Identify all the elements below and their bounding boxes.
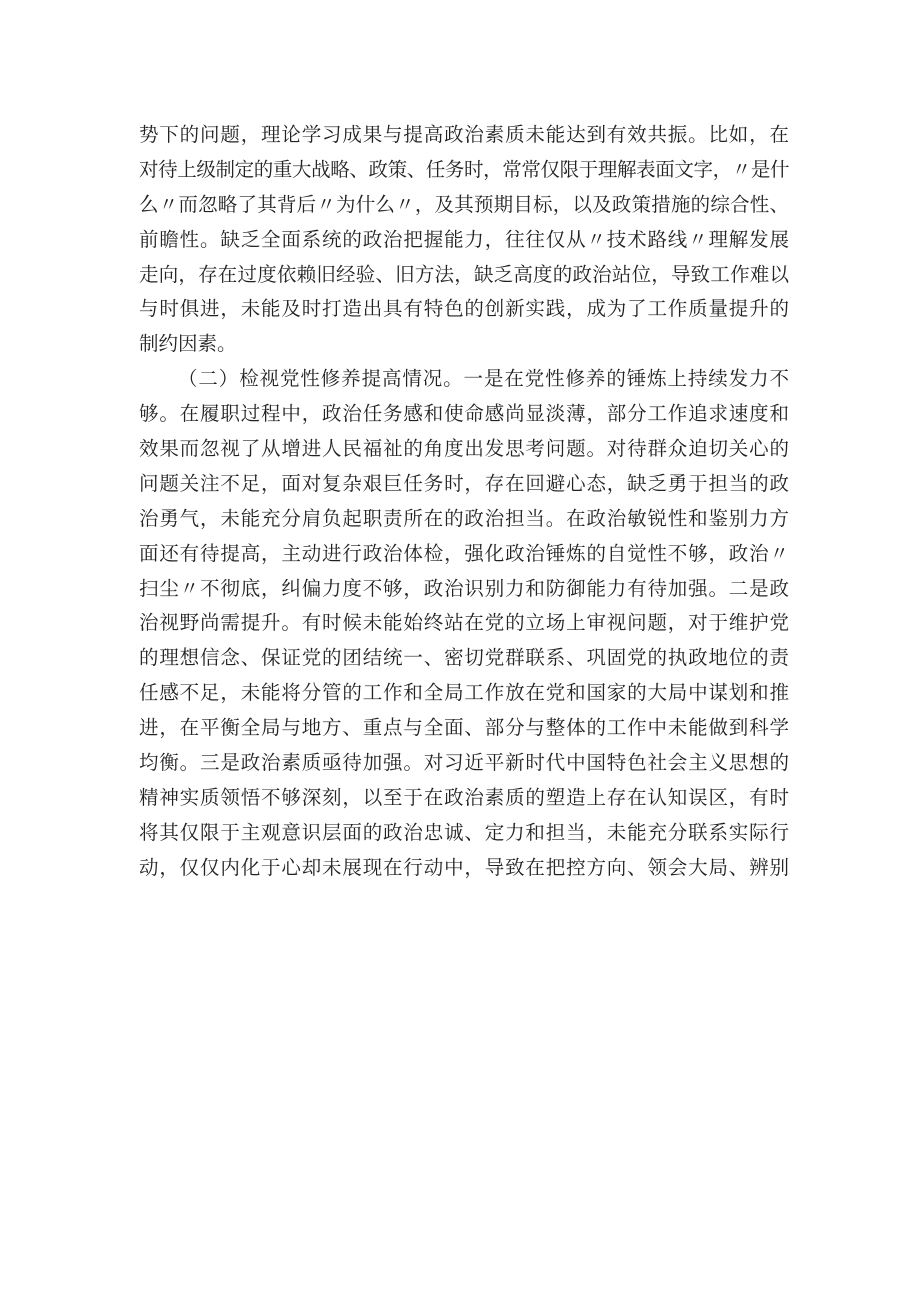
paragraph-2-line: 扫尘〃不彻底，纠偏力度不够，政治识别力和防御能力有待加强。二是政 bbox=[139, 576, 789, 600]
paragraph-1 bbox=[139, 118, 789, 362]
paragraph-2-line: 治视野尚需提升。有时候未能始终站在党的立场上审视问题，对于维护党 bbox=[139, 611, 789, 635]
paragraph-1-line: 对待上级制定的重大战略、政策、任务时，常常仅限于理解表面文字，〃是什 bbox=[139, 157, 789, 181]
paragraph-2 bbox=[139, 362, 789, 885]
paragraph-2-line: 任感不足，未能将分管的工作和全局工作放在党和国家的大局中谋划和推 bbox=[139, 681, 789, 705]
paragraph-1-line: 走向，存在过度依赖旧经验、旧方法，缺乏高度的政治站位，导致工作难以 bbox=[139, 262, 789, 286]
paragraph-2-line: 进，在平衡全局与地方、重点与全面、部分与整体的工作中未能做到科学 bbox=[139, 716, 789, 740]
paragraph-2-line: 问题关注不足，面对复杂艰巨任务时，存在回避心态，缺乏勇于担当的政 bbox=[139, 471, 789, 495]
paragraph-2-line: 动，仅仅内化于心却未展现在行动中，导致在把控方向、领会大局、辨别 bbox=[139, 855, 789, 879]
document-body bbox=[139, 118, 789, 886]
paragraph-2-line: 的理想信念、保证党的团结统一、密切党群联系、巩固党的执政地位的责 bbox=[139, 646, 789, 670]
paragraph-1-line: 么〃而忽略了其背后〃为什么〃，及其预期目标，以及政策措施的综合性、 bbox=[139, 192, 789, 216]
paragraph-1-line: 与时俱进，未能及时打造出具有特色的创新实践，成为了工作质量提升的 bbox=[139, 297, 789, 321]
paragraph-2-line: 面还有待提高，主动进行政治体检，强化政治锤炼的自觉性不够，政治〃 bbox=[139, 541, 789, 565]
paragraph-1-line: 势下的问题，理论学习成果与提高政治素质未能达到有效共振。比如，在 bbox=[139, 123, 789, 146]
paragraph-1-line: 制约因素。 bbox=[139, 332, 237, 356]
paragraph-2-line: 均衡。三是政治素质亟待加强。对习近平新时代中国特色社会主义思想的 bbox=[139, 751, 789, 775]
paragraph-2-line: 够。在履职过程中，政治任务感和使命感尚显淡薄，部分工作追求速度和 bbox=[139, 402, 789, 426]
paragraph-2-line: 效果而忽视了从增进人民福祉的角度出发思考问题。对待群众迫切关心的 bbox=[139, 437, 789, 461]
paragraph-2-line: 治勇气，未能充分肩负起职责所在的政治担当。在政治敏锐性和鉴别力方 bbox=[139, 506, 789, 530]
paragraph-1-line: 前瞻性。缺乏全面系统的政治把握能力，往往仅从〃技术路线〃理解发展 bbox=[139, 227, 789, 251]
paragraph-2-line: （二）检视党性修养提高情况。一是在党性修养的锤炼上持续发力不 bbox=[178, 367, 789, 391]
paragraph-2-line: 将其仅限于主观意识层面的政治忠诚、定力和担当，未能充分联系实际行 bbox=[139, 820, 789, 844]
paragraph-2-line: 精神实质领悟不够深刻，以至于在政治素质的塑造上存在认知误区，有时 bbox=[139, 785, 789, 809]
